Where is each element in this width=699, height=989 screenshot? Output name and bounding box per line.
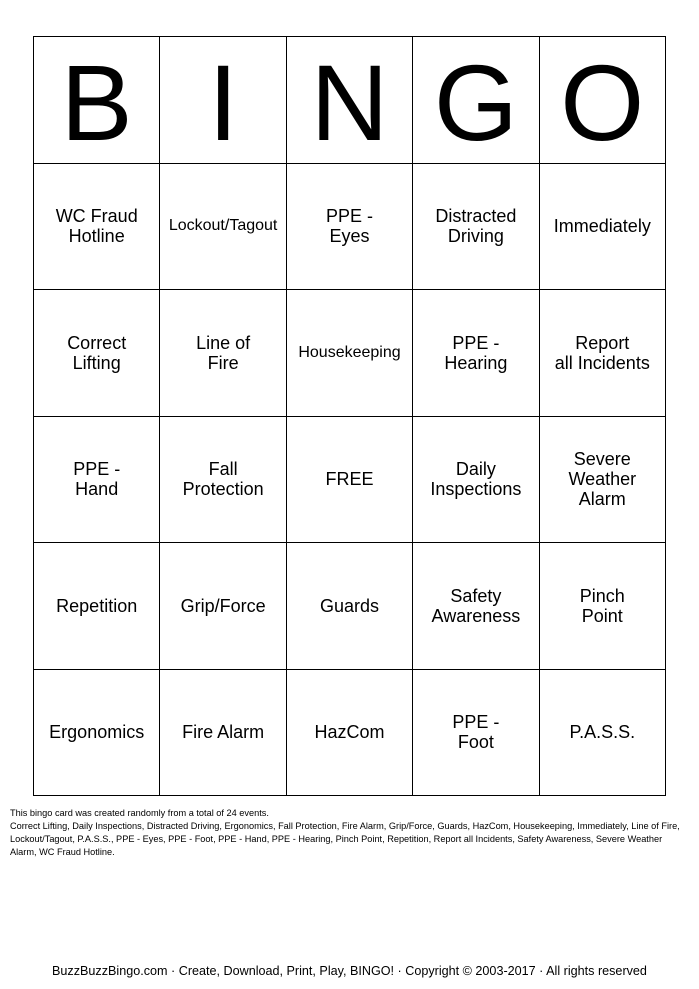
bingo-cell-r4-c1: Repetition xyxy=(34,543,160,670)
card-note xyxy=(10,807,682,859)
bingo-card xyxy=(33,36,666,796)
bingo-cell-r4-c3: Guards xyxy=(287,543,413,670)
header-letter-n: N xyxy=(287,37,413,164)
bingo-cell-r1-c1: WC Fraud Hotline xyxy=(34,164,160,291)
bingo-cell-r4-c5: Pinch Point xyxy=(540,543,666,670)
free-space: FREE xyxy=(287,417,413,544)
bingo-cell-r2-c4: PPE - Hearing xyxy=(413,290,539,417)
header-letter-o: O xyxy=(540,37,666,164)
bingo-cell-r3-c5: Severe Weather Alarm xyxy=(540,417,666,544)
bingo-cell-r4-c4: Safety Awareness xyxy=(413,543,539,670)
bingo-cell-r2-c2: Line of Fire xyxy=(160,290,286,417)
bingo-cell-r1-c4: Distracted Driving xyxy=(413,164,539,291)
bingo-cell-r5-c5: P.A.S.S. xyxy=(540,670,666,797)
bingo-cell-r3-c4: Daily Inspections xyxy=(413,417,539,544)
note-summary: This bingo card was created randomly from a total of 24 events. xyxy=(10,808,269,818)
bingo-cell-r2-c1: Correct Lifting xyxy=(34,290,160,417)
bingo-cell-r1-c3: PPE - Eyes xyxy=(287,164,413,291)
bingo-cell-r5-c2: Fire Alarm xyxy=(160,670,286,797)
header-letter-b: B xyxy=(34,37,160,164)
header-letter-g: G xyxy=(413,37,539,164)
note-event-list: Correct Lifting, Daily Inspections, Distracted Driving, Ergonomics, Fall Protection, Fire Alarm, Grip/Force, Guards, HazCom, Housekeeping, Immediately, Line of Fire, Lockout/Tagout, P.A.S.S., PPE - Eyes, PPE - Foot, PPE - Hand, PPE - Hearing, Pinch Point, Repetition, Report all Incidents, Safety Awareness, Severe Weather Alarm, WC Fraud Hotline. xyxy=(10,821,680,857)
bingo-cell-r5-c4: PPE - Foot xyxy=(413,670,539,797)
bingo-cell-r5-c3: HazCom xyxy=(287,670,413,797)
header-letter-i: I xyxy=(160,37,286,164)
bingo-cell-r5-c1: Ergonomics xyxy=(34,670,160,797)
footer-copyright: BuzzBuzzBingo.com · Create, Download, Print, Play, BINGO! · Copyright © 2003-2017 · All rights reserved xyxy=(52,964,647,978)
bingo-cell-r3-c2: Fall Protection xyxy=(160,417,286,544)
bingo-cell-r1-c5: Immediately xyxy=(540,164,666,291)
bingo-cell-r3-c1: PPE - Hand xyxy=(34,417,160,544)
bingo-cell-r2-c3: Housekeeping xyxy=(287,290,413,417)
bingo-cell-r4-c2: Grip/Force xyxy=(160,543,286,670)
bingo-cell-r1-c2: Lockout/Tagout xyxy=(160,164,286,291)
bingo-cell-r2-c5: Report all Incidents xyxy=(540,290,666,417)
